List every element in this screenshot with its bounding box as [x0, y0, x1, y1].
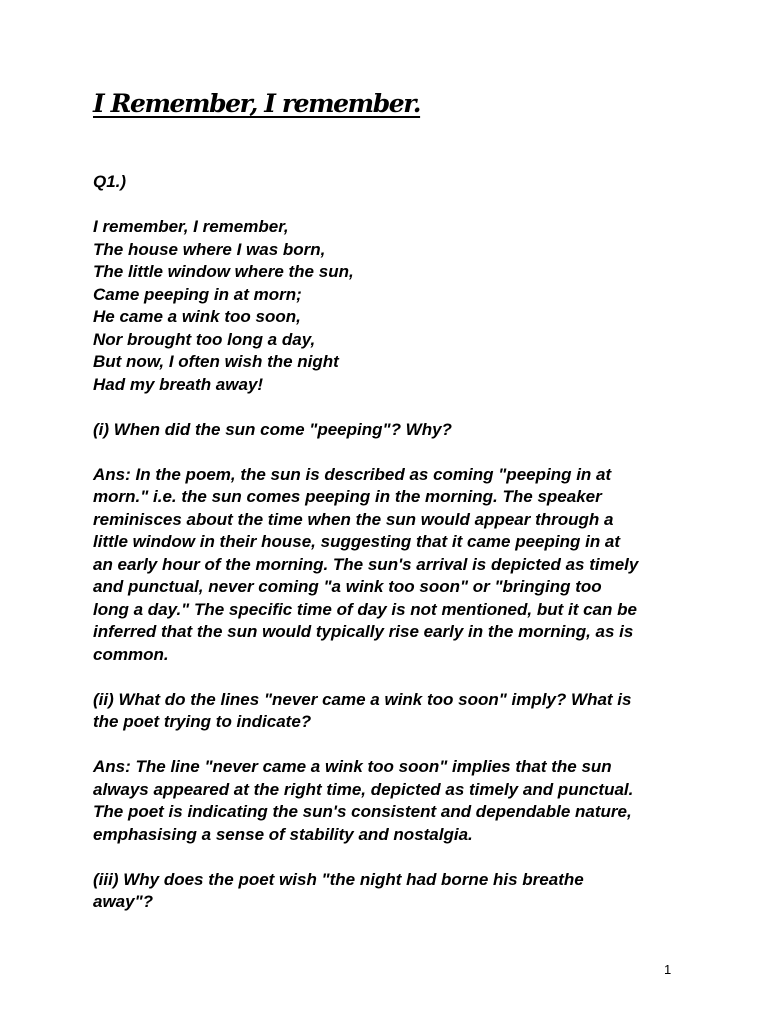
poem-line: Had my breath away!: [93, 374, 264, 394]
answer-line: common.: [93, 644, 169, 664]
question-i: (i) When did the sun come "peeping"? Why?: [93, 419, 452, 439]
paragraph-gap: [93, 194, 693, 217]
answer-line: Ans: In the poem, the sun is described as coming "peeping in at: [93, 464, 612, 484]
answer-line: The poet is indicating the sun's consistent and dependable nature,: [93, 802, 632, 821]
question-line: the poet trying to indicate?: [93, 712, 312, 731]
answer-line: an early hour of the morning. The sun's arrival is depicted as timely: [93, 554, 639, 574]
answer-line: always appeared at the right time, depicted as timely and punctual.: [93, 779, 634, 799]
poem-stanza: [93, 216, 693, 396]
answer-line: reminisces about the time when the sun would appear through a: [93, 509, 614, 529]
poem-line: He came a wink too soon,: [93, 307, 301, 326]
paragraph-gap: [93, 734, 693, 757]
answer-line: and punctual, never coming "a wink too soon" or "bringing too: [93, 577, 602, 596]
question-ii: [93, 689, 693, 734]
question-line: away"?: [93, 892, 154, 911]
poem-line: The little window where the sun,: [93, 262, 354, 281]
page-number: 1: [664, 962, 672, 977]
question-label: Q1.): [93, 172, 127, 191]
answer-line: emphasising a sense of stability and nostalgia.: [93, 824, 473, 844]
question-line: (ii) What do the lines "never came a wink too soon" imply? What is: [93, 689, 632, 709]
answer-line: inferred that the sun would typically rise early in the morning, as is: [93, 622, 634, 641]
answer-line: long a day." The specific time of day is not mentioned, but it can be: [93, 599, 637, 619]
paragraph-gap: [93, 666, 693, 689]
paragraph-gap: [93, 396, 693, 419]
answer-line: little window in their house, suggesting that it came peeping in at: [93, 532, 621, 551]
poem-line: The house where I was born,: [93, 239, 326, 259]
answer-line: Ans: The line "never came a wink too soon" implies that the sun: [93, 757, 612, 776]
answer-ii: [93, 756, 693, 846]
document-title: I Remember, I remember.: [93, 89, 421, 118]
question-line: (iii) Why does the poet wish "the night had borne his breathe: [93, 869, 584, 889]
poem-line: Came peeping in at morn;: [93, 284, 302, 304]
answer-line: morn." i.e. the sun comes peeping in the morning. The speaker: [93, 487, 602, 506]
paragraph-gap: [93, 441, 693, 464]
poem-line: I remember, I remember,: [93, 217, 289, 236]
answer-i: [93, 464, 693, 667]
question-iii: [93, 869, 693, 914]
document-body: [93, 171, 693, 914]
poem-line: But now, I often wish the night: [93, 352, 339, 371]
poem-line: Nor brought too long a day,: [93, 329, 316, 349]
paragraph-gap: [93, 846, 693, 869]
